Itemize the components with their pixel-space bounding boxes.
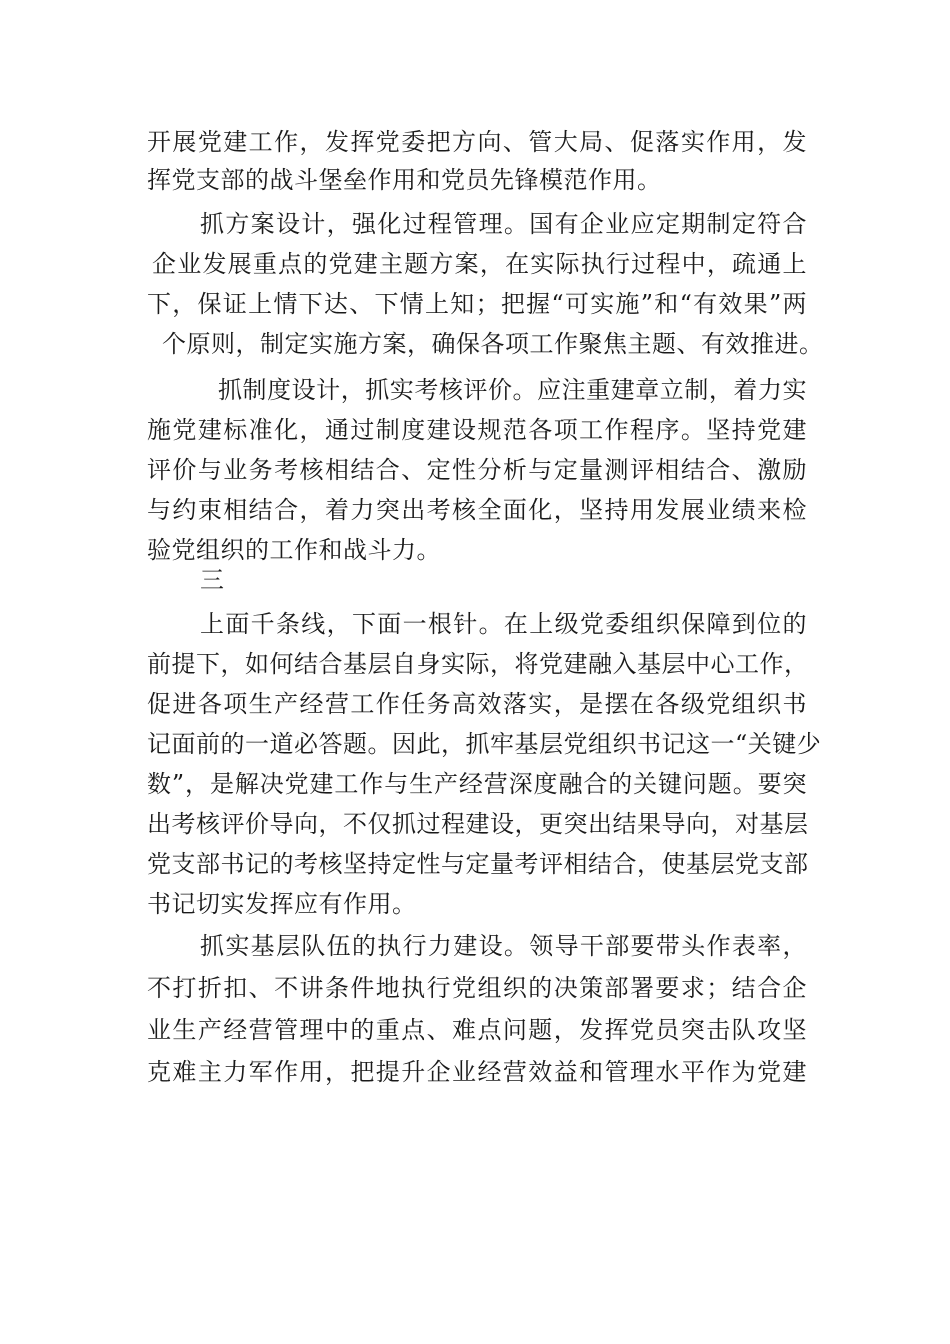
paragraph-1-line-1: 开展党建工作，发挥党委把方向、管大局、促落实作用，发 xyxy=(147,128,807,156)
paragraph-3-line-3: 评价与业务考核相结合、定性分析与定量测评相结合、激励 xyxy=(147,456,807,484)
paragraph-2-line-3: 下，保证上情下达、下情上知；把握“可实施”和“有效果”两 xyxy=(147,290,807,318)
paragraph-3-line-1: 抓制度设计，抓实考核评价。应注重建章立制，着力实 xyxy=(218,376,807,404)
paragraph-4-line-3: 促进各项生产经营工作任务高效落实，是摆在各级党组织书 xyxy=(147,690,807,718)
paragraph-2-line-1: 抓方案设计，强化过程管理。国有企业应定期制定符合 xyxy=(200,210,807,238)
paragraph-4-line-7: 党支部书记的考核坚持定性与定量考评相结合，使基层党支部 xyxy=(147,850,809,878)
paragraph-4-line-6: 出考核评价导向，不仅抓过程建设，更突出结果导向，对基层 xyxy=(147,810,809,838)
paragraph-5-line-1: 抓实基层队伍的执行力建设。领导干部要带头作表率， xyxy=(200,932,807,960)
paragraph-3-line-2: 施党建标准化，通过制度建设规范各项工作程序。坚持党建 xyxy=(147,416,807,444)
paragraph-4-line-8: 书记切实发挥应有作用。 xyxy=(147,890,417,918)
paragraph-5-line-3: 业生产经营管理中的重点、难点问题，发挥党员突击队攻坚 xyxy=(147,1016,807,1044)
paragraph-2-line-4: 个原则，制定实施方案，确保各项工作聚焦主题、有效推进。 xyxy=(162,330,824,358)
paragraph-4-line-2: 前提下，如何结合基层自身实际，将党建融入基层中心工作， xyxy=(147,650,809,678)
paragraph-3-line-5: 验党组织的工作和战斗力。 xyxy=(147,536,441,564)
paragraph-2-line-2: 企业发展重点的党建主题方案，在实际执行过程中，疏通上 xyxy=(152,250,807,278)
paragraph-3-line-4: 与约束相结合，着力突出考核全面化，坚持用发展业绩来检 xyxy=(147,496,807,524)
paragraph-4-line-4: 记面前的一道必答题。因此，抓牢基层党组织书记这一“关键少 xyxy=(147,730,822,758)
paragraph-5-line-2: 不打折扣、不讲条件地执行党组织的决策部署要求；结合企 xyxy=(147,974,807,1002)
paragraph-1-line-2: 挥党支部的战斗堡垒作用和党员先锋模范作用。 xyxy=(147,166,662,194)
paragraph-5-line-4: 克难主力军作用，把提升企业经营效益和管理水平作为党建 xyxy=(147,1058,807,1086)
section-heading-3: 三 xyxy=(200,566,225,594)
paragraph-4-line-5: 数”，是解决党建工作与生产经营深度融合的关键问题。要突 xyxy=(147,770,807,798)
paragraph-4-line-1: 上面千条线，下面一根针。在上级党委组织保障到位的 xyxy=(200,610,807,638)
